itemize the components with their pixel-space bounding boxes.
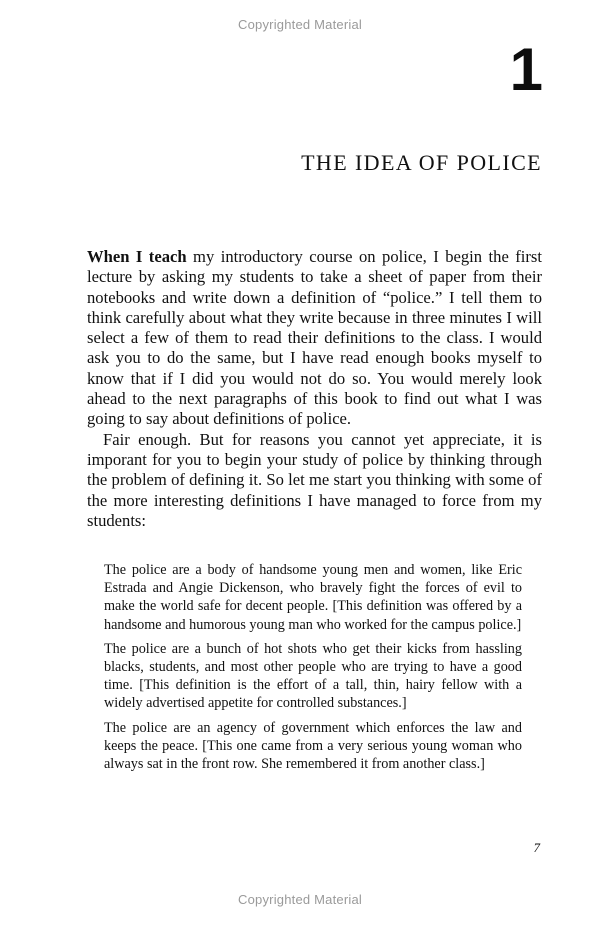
copyright-watermark-top: Copyrighted Material bbox=[238, 17, 362, 32]
paragraph-1-text: my introductory course on police, I begin the first lecture by asking my students to take a sheet of paper from their notebooks and write down a definition of “police.” I tell them to think carefully about what they write because in three minutes I will select a few of them to read their definitions to the class. I would ask you to do the same, but I have read enough books myself to know that if I did you would not do so. You would merely look ahead to the next paragraphs of this book to find out what I was going to say about definitions of police. bbox=[87, 247, 543, 429]
definition-quote-3: The police are an agency of government which enforces the law and keeps the peace. [This one came from a very serious young woman who always sat in the front row. She remembered it from another class.] bbox=[104, 719, 522, 773]
chapter-number: 1 bbox=[509, 36, 543, 103]
chapter-title: THE IDEA OF POLICE bbox=[301, 150, 542, 175]
paragraph-lead-in: When I teach bbox=[87, 247, 187, 266]
page-number: 7 bbox=[533, 840, 540, 855]
definition-quote-1: The police are a body of handsome young men and women, like Eric Estrada and Angie Dickenson, who bravely fight the forces of evil to make the world safe for decent people. [This definition was offered by a handsome and humorous young man who worked for the campus police.] bbox=[104, 562, 522, 633]
student-definitions-block bbox=[104, 561, 522, 779]
copyright-watermark-bottom: Copyrighted Material bbox=[238, 892, 362, 907]
chapter-body bbox=[87, 247, 542, 531]
body-paragraph-1 bbox=[87, 247, 542, 430]
definition-quote-2: The police are a bunch of hot shots who get their kicks from hassling blacks, students, and most other people who are trying to have a good time. [This definition is the effort of a tall, thin, hairy fellow with a widely advertised appetite for controlled substances.] bbox=[104, 640, 522, 712]
body-paragraph-2: Fair enough. But for reasons you cannot yet appreciate, it is imporant for you to begin your study of police by thinking through the problem of defining it. So let me start you thinking with some of the more interesting definitions I have managed to force from my students: bbox=[87, 429, 542, 530]
